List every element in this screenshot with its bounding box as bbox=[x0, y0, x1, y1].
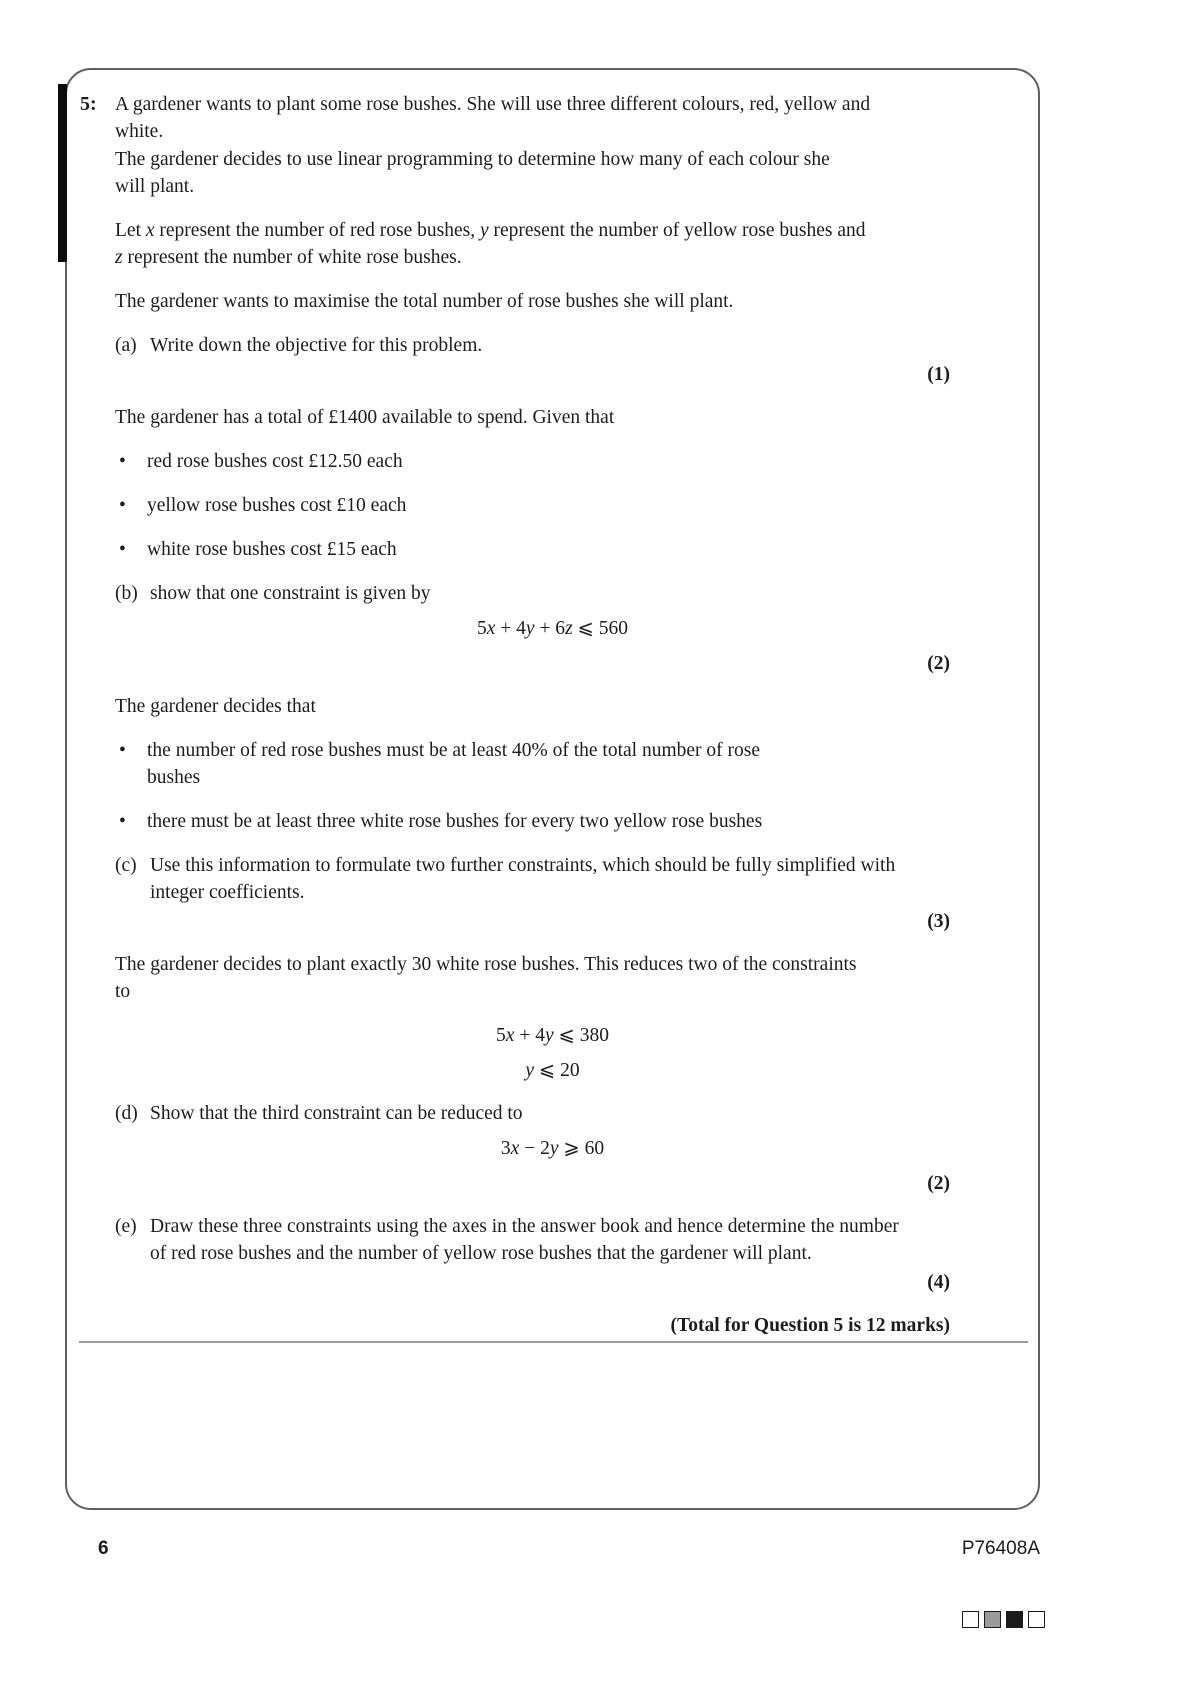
reduce-intro: The gardener decides to plant exactly 30 white rose bushes. This reduces two of the constraints to bbox=[115, 954, 857, 1002]
bullet-text: red rose bushes cost £12.50 each bbox=[147, 451, 403, 472]
part-b-label: (b) bbox=[115, 583, 138, 604]
constraint-equation-d: 3x − 2y ⩾ 60 bbox=[500, 1138, 605, 1159]
part-c-marks: (3) bbox=[927, 911, 950, 932]
part-d-text: Show that the third constraint can be reduced to bbox=[150, 1103, 523, 1124]
constraint-equation-b: 5x + 4y + 6z ⩽ 560 bbox=[477, 618, 628, 639]
part-b-text: show that one constraint is given by bbox=[150, 583, 431, 604]
part-e-marks: (4) bbox=[927, 1272, 950, 1293]
total-marks: (Total for Question 5 is 12 marks) bbox=[670, 1315, 950, 1336]
ratio-bullet-white-yellow bbox=[115, 808, 950, 835]
bullet-marker: • bbox=[119, 811, 126, 832]
cost-bullet-white bbox=[115, 536, 950, 563]
question-content bbox=[67, 70, 1038, 1508]
question-number: 5: bbox=[80, 93, 97, 115]
reduced-equation-2: y ⩽ 20 bbox=[525, 1060, 580, 1081]
ratio-bullet-red bbox=[115, 737, 950, 791]
registration-square-2 bbox=[984, 1611, 1001, 1628]
part-d-label: (d) bbox=[115, 1103, 138, 1124]
bullet-text: yellow rose bushes cost £10 each bbox=[147, 495, 407, 516]
budget-intro: The gardener has a total of £1400 available to spend. Given that bbox=[115, 407, 615, 428]
bullet-marker: • bbox=[119, 495, 126, 516]
cost-bullet-red bbox=[115, 448, 950, 475]
bullet-marker: • bbox=[119, 539, 126, 560]
part-a-text: Write down the objective for this problem. bbox=[150, 335, 483, 356]
bullet-text: there must be at least three white rose bushes for every two yellow rose bushes bbox=[147, 811, 763, 832]
intro-paragraph-2: The gardener decides to use linear programming to determine how many of each colour she will plant. bbox=[115, 149, 830, 197]
bullet-marker: • bbox=[119, 451, 126, 472]
binding-bar bbox=[58, 84, 67, 262]
registration-marks bbox=[962, 1611, 1045, 1628]
part-d-marks: (2) bbox=[927, 1173, 950, 1194]
part-a-label: (a) bbox=[115, 335, 137, 356]
part-e-text: Draw these three constraints using the axes in the answer book and hence determine the number of red rose bushes and the number of yellow rose bushes that the gardener will plant. bbox=[150, 1216, 899, 1264]
bullet-text: the number of red rose bushes must be at least 40% of the total number of rose bushes bbox=[147, 740, 761, 788]
intro-paragraph-4: The gardener wants to maximise the total number of rose bushes she will plant. bbox=[115, 291, 734, 312]
part-b-marks: (2) bbox=[927, 653, 950, 674]
reduced-equation-1: 5x + 4y ⩽ 380 bbox=[496, 1025, 609, 1046]
registration-square-3 bbox=[1006, 1611, 1023, 1628]
page-number: 6 bbox=[98, 1538, 109, 1559]
part-e bbox=[115, 1213, 950, 1267]
intro-paragraph-1: A gardener wants to plant some rose bushes. She will use three different colours, red, yellow and white. bbox=[115, 94, 871, 142]
bullet-text: white rose bushes cost £15 each bbox=[147, 539, 397, 560]
part-a bbox=[115, 332, 950, 359]
paper-code: P76408A bbox=[961, 1538, 1040, 1559]
part-c-label: (c) bbox=[115, 855, 137, 876]
cost-bullet-yellow bbox=[115, 492, 950, 519]
part-a-marks: (1) bbox=[927, 364, 950, 385]
intro-paragraph-3: Let x represent the number of red rose bushes, y represent the number of yellow rose bushes and z represent the number of white rose bushes. bbox=[115, 220, 866, 268]
part-b bbox=[115, 580, 950, 607]
question-frame bbox=[65, 68, 1040, 1510]
registration-square-1 bbox=[962, 1611, 979, 1628]
part-d bbox=[115, 1100, 950, 1127]
registration-square-4 bbox=[1028, 1611, 1045, 1628]
bullet-marker: • bbox=[119, 740, 126, 761]
divider-line bbox=[79, 1341, 1028, 1343]
part-c-text: Use this information to formulate two further constraints, which should be fully simplified with integer coefficients. bbox=[150, 855, 896, 903]
part-c bbox=[115, 852, 950, 906]
decides-intro: The gardener decides that bbox=[115, 696, 316, 717]
part-e-label: (e) bbox=[115, 1216, 137, 1237]
